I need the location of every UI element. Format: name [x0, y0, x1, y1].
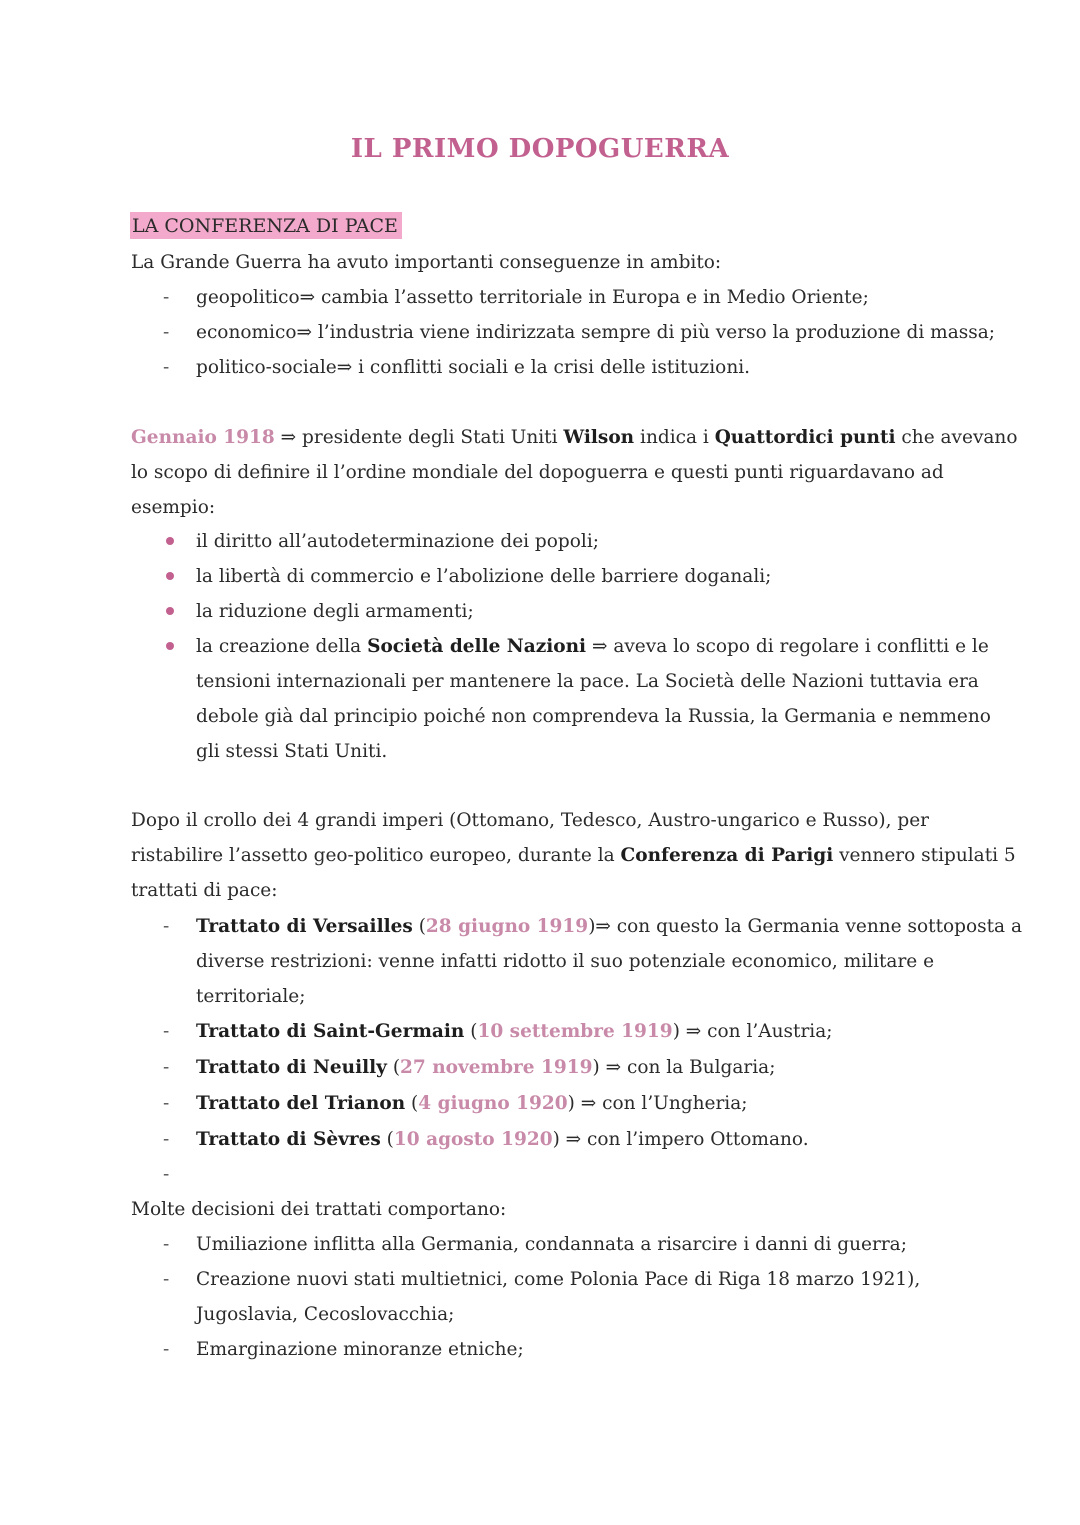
list-item: il diritto all’autodeterminazione dei popoli; [196, 531, 599, 552]
text-span: indica i [634, 427, 715, 448]
bold-term: Conferenza di Parigi [620, 845, 834, 866]
treaty-item [196, 1122, 809, 1157]
list-item-cont: territoriale; [196, 986, 306, 1007]
treaty-item [196, 1014, 833, 1049]
text-span: ⇒ aveva lo scopo di regolare i conflitti e le [586, 636, 989, 657]
text-span: vennero stipulati 5 [833, 845, 1016, 866]
dash-marker: - [163, 1234, 170, 1255]
paragraph-line [131, 838, 1016, 873]
dash-marker: - [163, 1093, 170, 1114]
text-span: ( [380, 1129, 394, 1150]
list-item: la riduzione degli armamenti; [196, 601, 474, 622]
text-span: ( [464, 1021, 478, 1042]
bold-name: Wilson [563, 427, 635, 448]
paragraph-line: trattati di pace: [131, 880, 278, 901]
treaty-date: 10 agosto 1920 [393, 1129, 553, 1150]
treaty-name: Trattato di Versailles [196, 916, 413, 937]
dash-marker: - [163, 1057, 170, 1078]
list-item [196, 629, 989, 664]
list-item-cont: gli stessi Stati Uniti. [196, 741, 388, 762]
list-item: geopolitico⇒ cambia l’assetto territoriale in Europa e in Medio Oriente; [196, 287, 869, 308]
bullet-icon [166, 642, 174, 650]
text-span: ristabilire l’assetto geo-politico europeo, durante la [131, 845, 621, 866]
bullet-icon [166, 607, 174, 615]
page-title: IL PRIMO DOPOGUERRA [350, 134, 730, 164]
intro-text: La Grande Guerra ha avuto importanti conseguenze in ambito: [131, 252, 722, 273]
text-span: ( [386, 1057, 401, 1078]
text-span: ( [412, 916, 426, 937]
bold-term: Quattordici punti [714, 427, 896, 448]
treaty-name: Trattato di Neuilly [196, 1057, 387, 1078]
list-item: Umiliazione inflitta alla Germania, condannata a risarcire i danni di guerra; [196, 1234, 907, 1255]
dash-marker: - [163, 287, 170, 308]
text-span: )⇒ con questo la Germania venne sottoposta a [588, 916, 1022, 937]
treaty-date: 4 giugno 1920 [418, 1093, 568, 1114]
date-label: Gennaio 1918 [131, 427, 275, 448]
treaty-date: 28 giugno 1919 [425, 916, 589, 937]
text-span: ) ⇒ con l’impero Ottomano. [552, 1129, 809, 1150]
treaty-date: 27 novembre 1919 [400, 1057, 593, 1078]
text-span: la creazione della [196, 636, 368, 657]
list-item: la libertà di commercio e l’abolizione delle barriere doganali; [196, 566, 772, 587]
list-item: Emarginazione minoranze etniche; [196, 1339, 524, 1360]
dash-marker: - [163, 1021, 170, 1042]
bullet-icon [166, 537, 174, 545]
text-span: che avevano [895, 427, 1018, 448]
paragraph-line: lo scopo di definire il l’ordine mondiale del dopoguerra e questi punti riguardavano ad [131, 462, 944, 483]
treaty-item [196, 1050, 775, 1085]
dash-marker: - [163, 1129, 170, 1150]
dash-marker: - [163, 1269, 170, 1290]
text-span: ⇒ presidente degli Stati Uniti [274, 427, 564, 448]
treaty-name: Trattato di Saint-Germain [196, 1021, 465, 1042]
dash-marker: - [163, 1164, 170, 1185]
treaty-name: Trattato di Sèvres [196, 1129, 381, 1150]
list-item: Creazione nuovi stati multietnici, come Polonia Pace di Riga 18 marzo 1921), [196, 1269, 921, 1290]
text-span: ) ⇒ con l’Ungheria; [567, 1093, 748, 1114]
paragraph-line: Dopo il crollo dei 4 grandi imperi (Ottomano, Tedesco, Austro-ungarico e Russo), per [131, 810, 930, 831]
text-span: ) ⇒ con la Bulgaria; [592, 1057, 776, 1078]
list-item: economico⇒ l’industria viene indirizzata sempre di più verso la produzione di massa; [196, 322, 995, 343]
paragraph-line: Molte decisioni dei trattati comportano: [131, 1199, 507, 1220]
list-item-cont: debole già dal principio poiché non comprendeva la Russia, la Germania e nemmeno [196, 706, 991, 727]
dash-marker: - [163, 916, 170, 937]
list-item-cont: tensioni internazionali per mantenere la pace. La Società delle Nazioni tuttavia era [196, 671, 979, 692]
treaty-item [196, 909, 1022, 944]
paragraph-line: esempio: [131, 497, 216, 518]
dash-marker: - [163, 1339, 170, 1360]
bullet-icon [166, 572, 174, 580]
list-item-cont: diverse restrizioni: venne infatti ridotto il suo potenziale economico, militare e [196, 951, 935, 972]
text-span: ( [405, 1093, 419, 1114]
section-heading: LA CONFERENZA DI PACE [130, 212, 402, 239]
list-item: politico-sociale⇒ i conflitti sociali e la crisi delle istituzioni. [196, 357, 751, 378]
bold-term: Società delle Nazioni [367, 636, 587, 657]
dash-marker: - [163, 357, 170, 378]
treaty-date: 10 settembre 1919 [477, 1021, 673, 1042]
dash-marker: - [163, 322, 170, 343]
treaty-name: Trattato del Trianon [196, 1093, 406, 1114]
wilson-paragraph [131, 420, 1017, 455]
list-item-cont: Jugoslavia, Cecoslovacchia; [196, 1304, 455, 1325]
treaty-item [196, 1086, 747, 1121]
text-span: ) ⇒ con l’Austria; [672, 1021, 833, 1042]
